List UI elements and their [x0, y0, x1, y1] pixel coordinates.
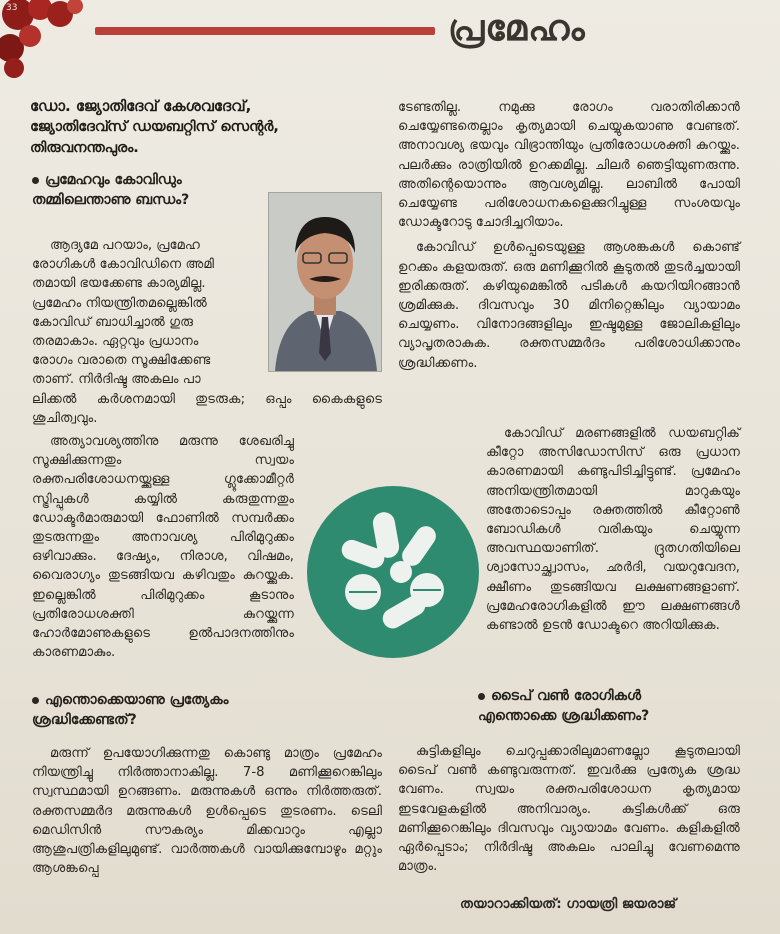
question-2: എന്തൊക്കെയാണു പ്രത്യേകം ശ്രദ്ധിക്കേണ്ടത്?: [32, 692, 229, 728]
bullet-icon: [32, 177, 39, 184]
paragraph: അത്യാവശ്യത്തിനു മരുന്നു ശേഖരിച്ചു സൂക്ഷിക്കുന്നതും സ്വയം രക്തപരിശോധനയ്ക്കുള്ള ഗ്ലൂക്കോമീറ്റർ സ്ട്രിപ്പുകൾ കയ്യിൽ കരുതുന്നതും ഡോക്ടർമാരുമായി ഫോണിൽ സമ്പർക്കം തുടരുന്നതും അനാവശ്യ പിരിമുറുക്കം ഒഴിവാക്കും. ദേഷ്യം, നിരാശ, വിഷമം, വൈരാഗ്യം തുടങ്ങിയവ കഴിവതും കുറയ്ക്കുക. ഇല്ലെങ്കിൽ പിരിമുറുക്കം കൂടാനും പ്രതിരോധശക്തി കുറയ്ക്കുന്ന ഹോർമോണുകളുടെ ഉൽപാദനത്തിനും കാരണമാകും.: [32, 434, 294, 661]
text-line: കോവിഡ് ബാധിച്ചാൽ ഗുരു: [32, 314, 194, 330]
paragraph: ലിക്കൽ കർശനമായി തുടരുക; ഒപ്പം കൈകളുടെ ശുചിത്വവും.: [32, 392, 382, 427]
page-title: പ്രമേഹം: [448, 8, 586, 49]
author-city: തിരുവനന്തപുരം.: [30, 140, 139, 156]
paragraph: കുട്ടികളിലും ചെറുപ്പക്കാരിലുമാണല്ലോ കൂടുതലായി ടൈപ് വൺ കണ്ടുവരുന്നത്. ഇവർക്കു പ്രത്യേക ശ്രദ്ധ വേണം. സ്വയം രക്തപരിശോധന കൃത്യമായ ഇടവേളകളിൽ അനിവാര്യം. കുട്ടികൾക്ക് ഒരു മണിക്കൂറെങ്കിലും ദിവസവും വ്യായാമം വേണം. കളികളിൽ ഏർപ്പെടാം; നിർദിഷ്ട അകലം പാലിച്ചു വേണമെന്നു മാത്രം.: [398, 744, 740, 875]
text-line: രോഗം വരാതെ സൂക്ഷിക്കേണ്ട: [32, 353, 211, 369]
header-rule: [95, 27, 435, 35]
text-line: രോഗികൾ കോവിഡിനെ അമി: [32, 257, 215, 273]
byline-credit: തയാറാക്കിയത്: ഗായത്രി ജയരാജ്: [460, 896, 677, 912]
left-column-lower: [32, 390, 382, 434]
text-line: ആദ്യമേ പറയാം, പ്രമേഹ: [50, 238, 201, 253]
paragraph: കോവിഡ് ഉൾപ്പെടെയുള്ള ആശങ്കകൾ കൊണ്ട് ഉറക്കം കളയരുത്. ഒരു മണിക്കൂറിൽ കൂടുതൽ തുടർച്ചയായി ഇരിക്കരുത്. കഴിയുമെങ്കിൽ പടികൾ കയറിയിറങ്ങാൻ ശ്രമിക്കുക. ദിവസവും 30 മിനിറ്റെങ്കിലും വ്യായാമം ചെയ്യണം. വിനോദങ്ങളിലും ഇഷ്ടമുള്ള ജോലികളിലും വ്യാപൃതരാകുക. രക്തസമ്മർദം പരിശോധിക്കാനും ശ്രദ്ധിക്കണം.: [398, 240, 740, 371]
left-column-bottom: [32, 690, 382, 884]
pills-illustration: [305, 484, 481, 660]
text-line: പ്രമേഹം നിയന്ത്രിതമല്ലെങ്കിൽ: [32, 295, 207, 311]
paragraph: കോവിഡ് മരണങ്ങളിൽ ഡയബറ്റിക് കീറ്റോ അസിഡോസിസ് ഒരു പ്രധാന കാരണമായി കണ്ടുപിടിച്ചിട്ടുണ്ട്. പ്രമേഹം അനിയന്ത്രിതമായി മാറുകയും അതോടൊപ്പം രക്തത്തിൽ കീറ്റോൺ ബോഡികൾ വരികയും ചെയ്യുന്ന അവസ്ഥയാണിത്. ദ്രുതഗതിയിലെ ശ്വാസോച്ഛ്വാസം, ഛർദി, വയറുവേദന, ക്ഷീണം തുടങ്ങിയവ ലക്ഷണങ്ങളാണ്. പ്രമേഹരോഗികളിൽ ഈ ലക്ഷണങ്ങൾ കണ്ടാൽ ഉടൻ ഡോക്ടറെ അറിയിക്കുക.: [486, 426, 740, 634]
question-3: ടൈപ് വൺ രോഗികൾ എന്തൊക്കെ ശ്രദ്ധിക്കണം?: [478, 688, 650, 724]
corner-flower-decoration: [0, 0, 90, 82]
author-photo: [268, 192, 382, 372]
left-wrapped-lines: [32, 236, 260, 390]
author-org: ജ്യോതിദേവ്സ് ഡയബറ്റിസ് സെന്റർ,: [30, 119, 279, 135]
left-column-middle: [32, 432, 294, 668]
question-1: പ്രമേഹവും കോവിഡും തമ്മിലെന്താണു ബന്ധം?: [32, 172, 190, 208]
bullet-icon: [478, 693, 485, 700]
paragraph: മരുന്ന് ഉപയോഗിക്കുന്നതു കൊണ്ടു മാത്രം പ്രമേഹം നിയന്ത്രിച്ചു നിർത്താനാകില്ല. 7-8 മണിക്കൂറെങ്കിലും സ്വസ്ഥമായി ഉറങ്ങണം. മരുന്നുകൾ ഒന്നും നിർത്തരുത്. രക്തസമ്മർദ മരുന്നുകൾ ഉൾപ്പെടെ തുടരണം. ടെലി മെഡിസിൻ സൗകര്യം മിക്കവാറും എല്ലാ ആശുപത്രികളിലുമുണ്ട്. വാർത്തകൾ വായിക്കുമ്പോഴും മറ്റും ആശങ്കപ്പെ: [32, 746, 382, 877]
question-3-block: [478, 686, 728, 726]
right-column-narrow: [486, 424, 740, 641]
text-line: താണ്. നിർദിഷ്ട അകലം പാ: [32, 372, 201, 388]
author-block: [30, 96, 279, 159]
paragraph: ടേണ്ടതില്ല. നമുക്കു രോഗം വരാതിരിക്കാൻ ചെയ്യേണ്ടതെല്ലാം കൃത്യമായി ചെയ്യുകയാണു വേണ്ടത്. അനാവശ്യ ഭയവും വിഭ്രാന്തിയും പ്രതിരോധശക്തി കുറയ്ക്കും. പലർക്കും രാത്രിയിൽ ഉറക്കമില്ല. ചിലർ ഞെട്ടിയുണരുന്നു. അതിന്റെയൊന്നും ആവശ്യമില്ല. ലാബിൽ പോയി ചെയ്യേണ്ട പരിശോധനകളെക്കുറിച്ചുള്ള സംശയവും ഡോക്ടറോടു ചോദിച്ചറിയാം.: [398, 100, 740, 231]
right-column-bottom: [398, 742, 740, 882]
text-line: തരമാകാം. ഏറ്റവും പ്രധാനം: [32, 334, 199, 350]
right-column: [398, 98, 740, 379]
page-number: 33: [6, 3, 18, 13]
author-name: ഡോ. ജ്യോതിദേവ് കേശവദേവ്,: [30, 97, 252, 115]
bullet-icon: [32, 697, 39, 704]
text-line: തമായി ഭയക്കേണ്ട കാര്യമില്ല.: [32, 276, 206, 292]
